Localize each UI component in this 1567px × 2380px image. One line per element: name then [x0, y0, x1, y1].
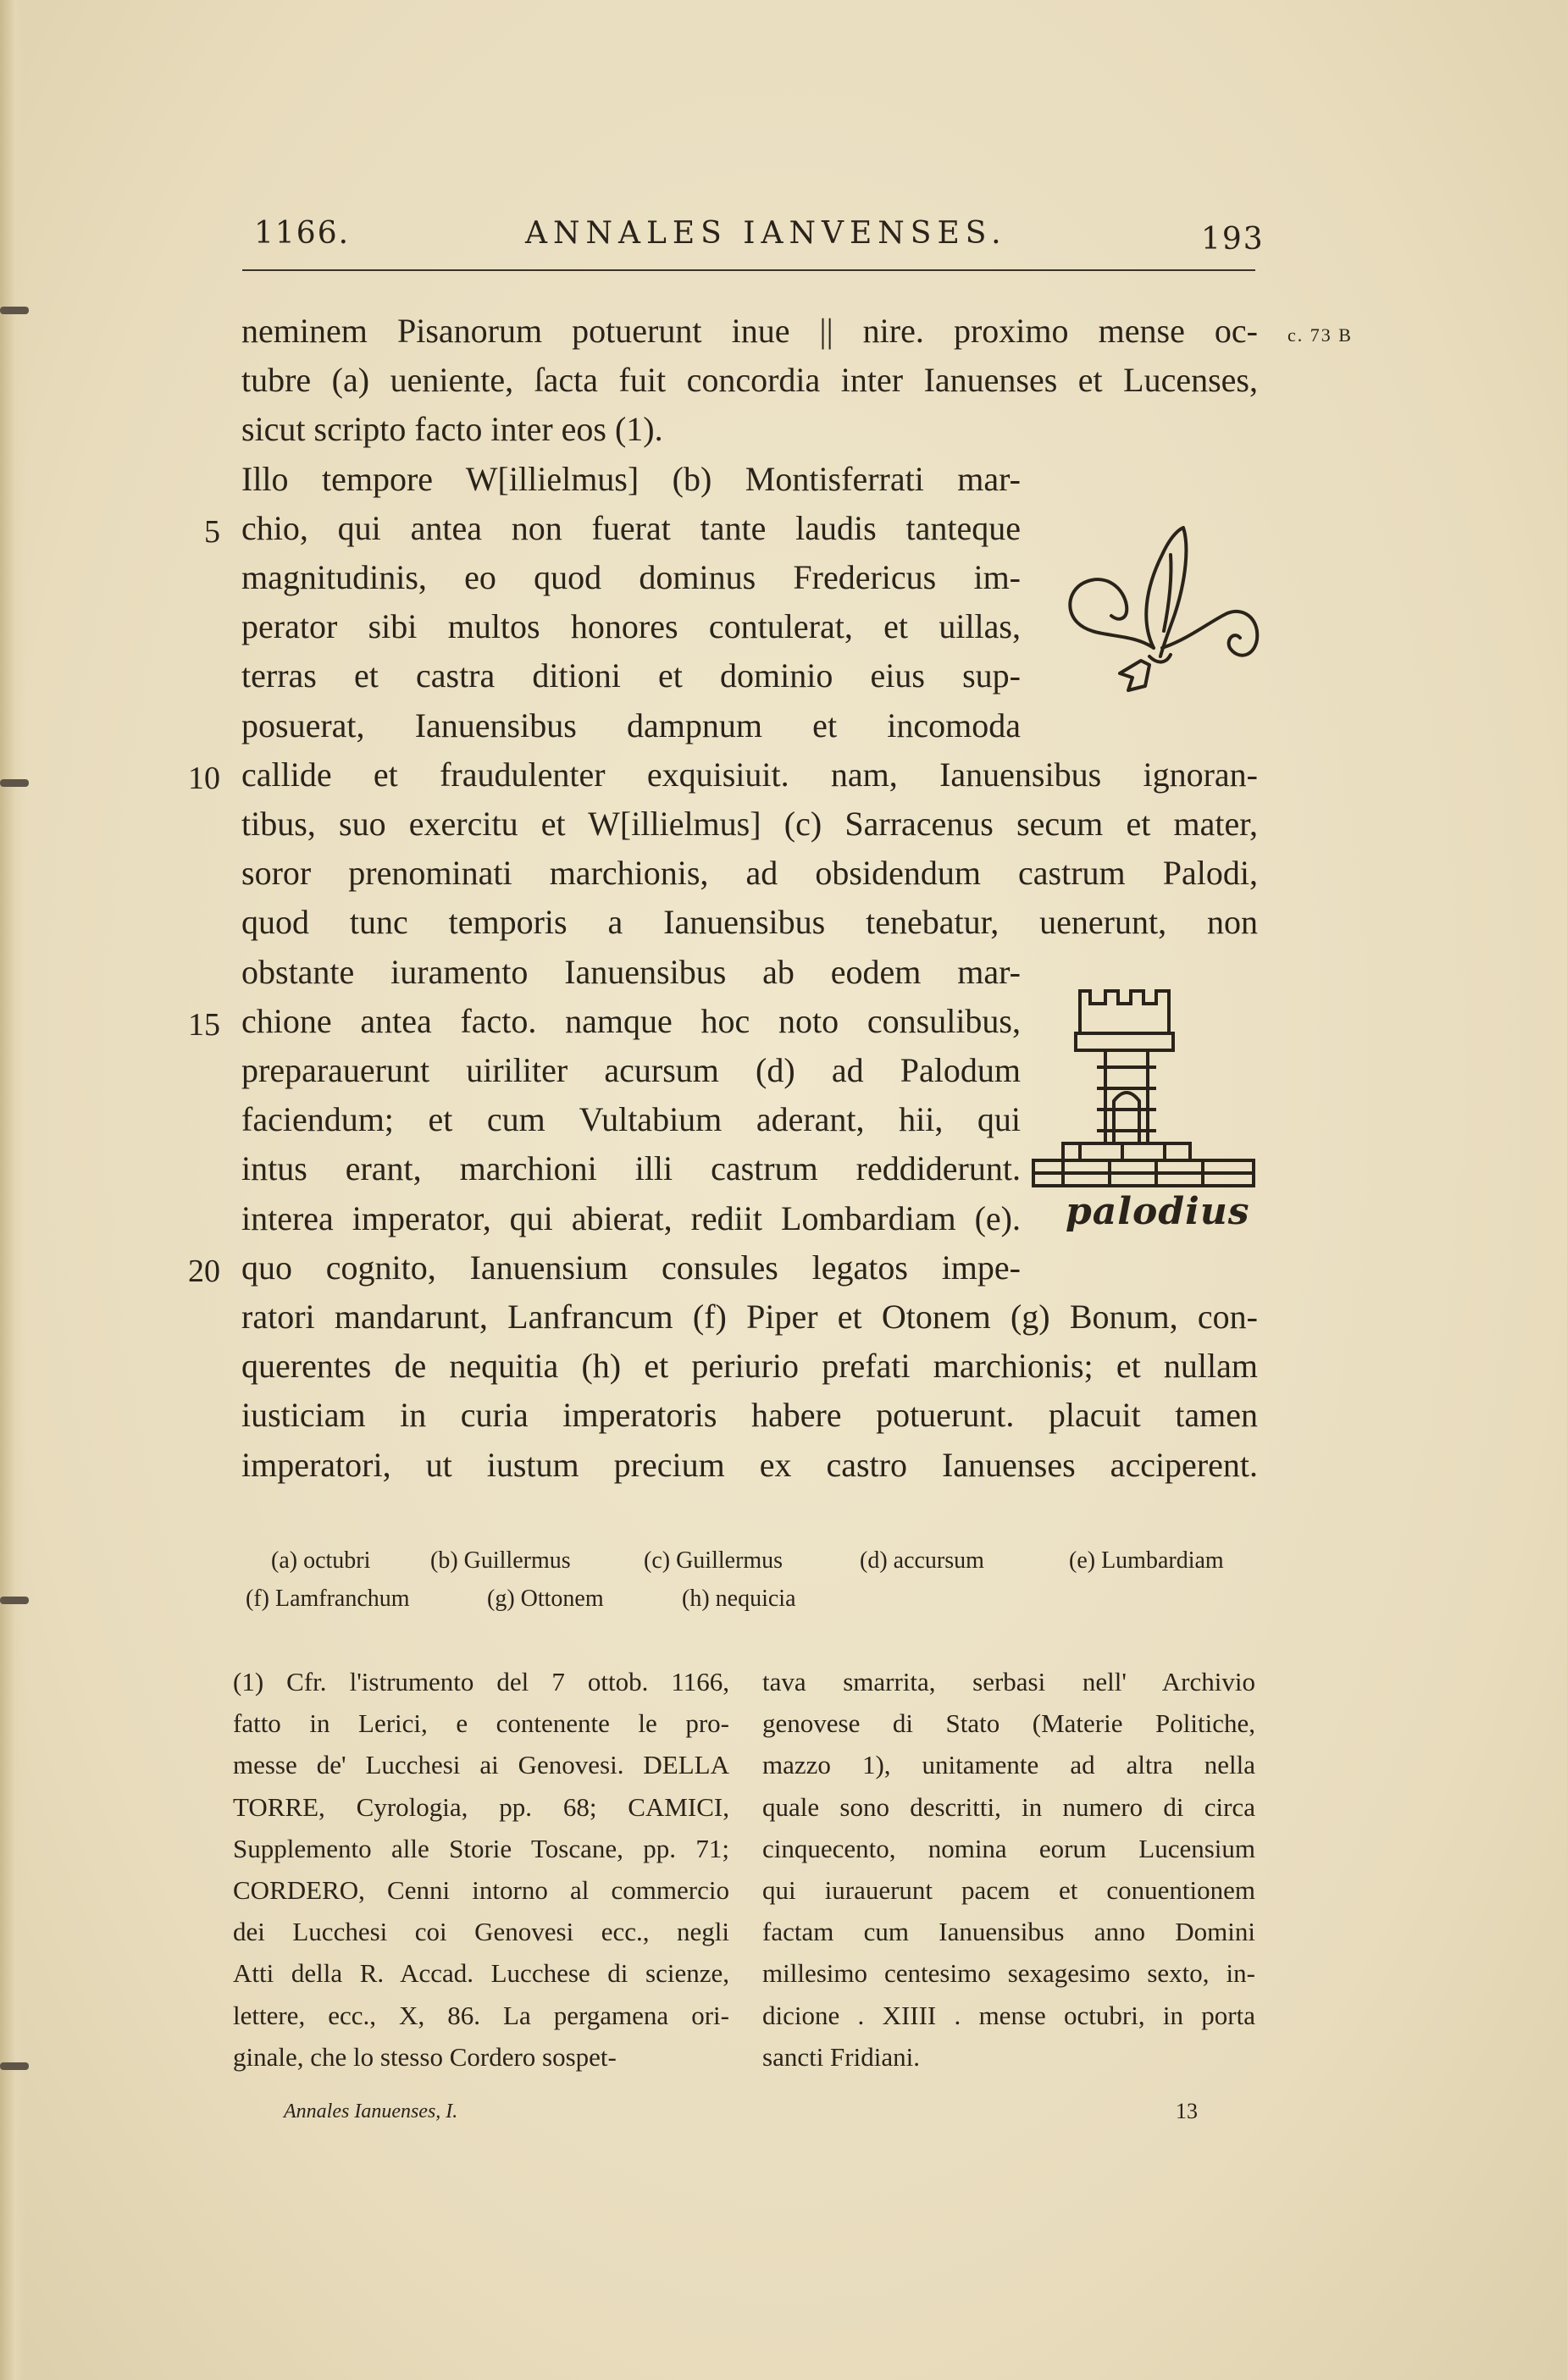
footnote-line: (1) Cfr. l'istrumento del 7 ottob. 1166, [233, 1667, 729, 1696]
text-line: perator sibi multos honores contulerat, et uillas, [241, 607, 1021, 646]
text-line: magnitudinis, eo quod dominus Fredericus im- [241, 558, 1021, 596]
footnote-line: factam cum Ianuensibus anno Domini [762, 1917, 1255, 1947]
variant-reading: (c) Guillermus [644, 1547, 784, 1574]
tower-woodcut-figure [1029, 982, 1258, 1203]
footnote-line: ginale, che lo stesso Cordero sospet- [233, 2041, 617, 2072]
footnote-line: dicione . XIIII . mense octubri, in porta [762, 2000, 1255, 2030]
text-line: soror prenominati marchionis, ad obsidendum castrum Palodi, [241, 854, 1258, 893]
text-line: interea imperator, qui abierat, rediit Lombardiam (e). [241, 1198, 1021, 1237]
text-line: chio, qui antea non fuerat tante laudis tanteque [241, 508, 1021, 547]
footnote-line: genovese di Stato (Materie Politiche, [762, 1708, 1255, 1739]
footnote-line: TORRE, Cyrologia, pp. 68; CAMICI, [233, 1791, 729, 1822]
text-line: intus erant, marchioni illi castrum reddiderunt. [241, 1149, 1021, 1188]
text-line: chione antea facto. namque hoc noto consulibus, [241, 1001, 1021, 1040]
text-line: faciendum; et cum Vultabium aderant, hii, qui [241, 1100, 1021, 1139]
text-line: tibus, suo exercitu et W[illielmus] (c) Sarracenus secum et mater, [241, 805, 1258, 843]
footnote-line: Supplemento alle Storie Toscane, pp. 71; [233, 1833, 729, 1863]
variant-reading: (g) Ottonem [487, 1586, 604, 1612]
text-line: iusticiam in curia imperatoris habere potuerunt. placuit tamen [241, 1396, 1258, 1435]
text-line: posuerat, Ianuensibus dampnum et incomoda [241, 706, 1021, 744]
footnote-line: mazzo 1), unitamente ad altra nella [762, 1750, 1255, 1780]
variant-reading: (a) octubri [271, 1547, 371, 1574]
variant-reading: (d) accursum [860, 1547, 984, 1574]
text-line: obstante iuramento Ianuensibus ab eodem mar- [241, 952, 1021, 991]
fleur-ornament-icon [1060, 521, 1264, 707]
footnote-line: CORDERO, Cenni intorno al commercio [233, 1875, 729, 1905]
line-number: 20 [188, 1253, 220, 1289]
footnote-line: quale sono descritti, in numero di circa [762, 1791, 1255, 1822]
text-line: callide et fraudulenter exquisiuit. nam, Ianuensibus ignoran- [241, 755, 1258, 794]
footnote-line: sancti Fridiani. [762, 2041, 920, 2072]
line-number: 5 [204, 513, 220, 550]
text-line: tubre (a) ueniente, ſacta fuit concordia inter Ianuenses et Lucenses, [241, 361, 1258, 400]
footnote-line: dei Lucchesi coi Genovesi ecc., negli [233, 1917, 729, 1947]
variant-reading: (f) Lamfranchum [246, 1586, 410, 1612]
footnote-line: Atti della R. Accad. Lucchese di scienze, [233, 1958, 729, 1989]
variant-reading: (b) Guillermus [430, 1547, 571, 1574]
line-number: 15 [188, 1006, 220, 1043]
footnote-line: tava smarrita, serbasi nell' Archivio [762, 1667, 1255, 1696]
text-line: quo cognito, Ianuensium consules legatos impe- [241, 1248, 1021, 1287]
line-number: 10 [188, 760, 220, 796]
footnote-line: millesimo centesimo sexagesimo sexto, in- [762, 1958, 1255, 1989]
text-line: quod tunc temporis a Ianuensibus tenebatur, uenerunt, non [241, 903, 1258, 942]
header-page-number: 193 [1201, 222, 1265, 257]
footnote-line: cinquecento, nomina eorum Lucensium [762, 1833, 1255, 1863]
text-line: terras et castra ditioni et dominio eius sup- [241, 656, 1021, 695]
text-line: ratori mandarunt, Lanfrancum (f) Piper et Otonem (g) Bonum, con- [241, 1298, 1258, 1336]
footer-title: Annales Ianuenses, I. [284, 2100, 458, 2123]
footnote-line: fatto in Lerici, e contenente le pro- [233, 1708, 729, 1739]
variant-reading: (h) nequicia [682, 1586, 796, 1612]
footnote-line: qui iurauerunt pacem et conuentionem [762, 1875, 1255, 1905]
signature-mark: 13 [1176, 2099, 1198, 2123]
header-title: ANNALES IANVENSES. [525, 216, 1007, 251]
footnote-line: lettere, ecc., X, 86. La pergamena ori- [233, 2000, 729, 2030]
text-line: Illo tempore W[illielmus] (b) Montisferrati mar- [241, 459, 1021, 498]
text-line: querentes de nequitia (h) et periurio prefati marchionis; et nullam [241, 1347, 1258, 1386]
text-line: imperatori, ut iustum precium ex castro Ianuenses acciperent. [241, 1445, 1258, 1484]
header-rule [242, 269, 1255, 271]
footnote-line: messe de' Lucchesi ai Genovesi. DELLA [233, 1750, 729, 1780]
figure-caption: palodius [1066, 1190, 1250, 1233]
header-year: 1166. [254, 216, 351, 251]
variant-reading: (e) Lumbardiam [1069, 1547, 1224, 1574]
text-line: preparauerunt uiriliter acursum (d) ad Palodum [241, 1051, 1021, 1089]
text-line: sicut scripto facto inter eos (1). [241, 410, 663, 449]
margin-reference: c. 73 B [1287, 324, 1353, 346]
text-line: neminem Pisanorum potuerunt inue || nire. proximo mense oc- [241, 312, 1258, 350]
